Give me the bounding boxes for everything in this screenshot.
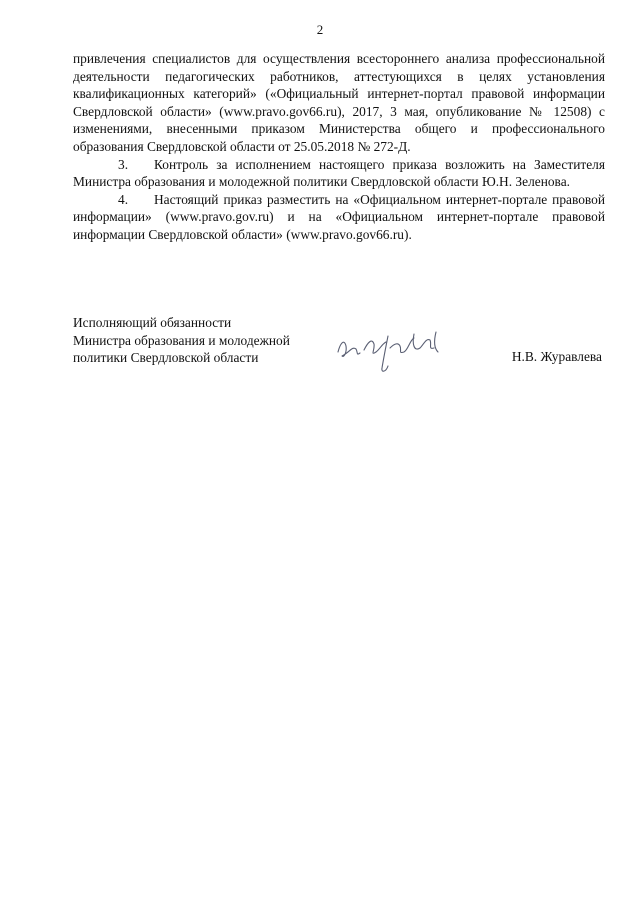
signatory-title-line: Министра образования и молодежной <box>73 332 290 348</box>
signatory-title <box>73 314 290 367</box>
paragraph-text: привлечения специалистов для осуществления всестороннего анализа профессиональной деятельности педагогических работников, аттестующихся в целях установления квалификационных категорий» («Официальный интернет-портал правовой информации Свердловской области» (www.pravo.gov66.ru), 2017, 3 мая, опубликование № 12508) с изменениями, внесенными приказом Министерства общего и профессионального образования Свердловской области от 25.05.2018 № 272-Д. <box>73 51 605 154</box>
paragraph-3 <box>73 156 605 191</box>
signatory-title-line: Исполняющий обязанности <box>73 315 232 330</box>
signer-name: Н.В. Журавлева <box>511 349 602 364</box>
handwritten-signature <box>330 322 460 377</box>
page-number: 2 <box>316 22 324 37</box>
document-body <box>73 50 605 244</box>
paragraph-number: 3. <box>118 156 129 172</box>
paragraph-continuation <box>73 50 605 156</box>
paragraph-number: 4. <box>118 191 129 207</box>
paragraph-text: Настоящий приказ разместить на «Официальном интернет-портале правовой информации» (www.pravo.gov.ru) и на «Официальном интернет-портале правовой информации Свердловской области» (www.pravo.gov66.ru). <box>73 191 605 242</box>
signatory-title-line: политики Свердловской области <box>73 350 259 365</box>
paragraph-text: Контроль за исполнением настоящего приказа возложить на Заместителя Министра образования и молодежной политики Свердловской области Ю.Н. Зеленова. <box>73 156 605 190</box>
paragraph-4 <box>73 191 605 244</box>
